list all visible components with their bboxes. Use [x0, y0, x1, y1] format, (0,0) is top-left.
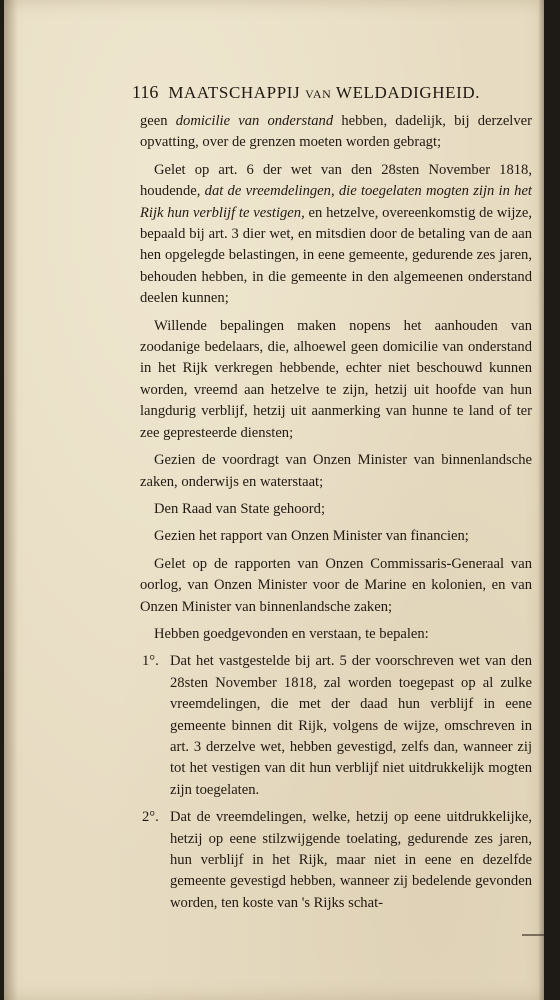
numbered-item-2 — [140, 807, 532, 914]
paragraph-gelet-rapporten: Gelet op de rapporten van Onzen Commissaris-Generaal van oorlog, van Onzen Minister voor de Marine en kolonien, en van Onzen Minister van binnenlandsche zaken; — [140, 555, 532, 615]
paragraph-text: geen — [140, 113, 176, 129]
paragraph-willende: Willende bepalingen maken nopens het aanhouden van zoodanige bedelaars, die, alhoewel geen domicilie van onderstand in het Rijk verkregen hebbende, echter niet beschouwd kunnen worden, vreemd aan hetzelve te zijn, hetzij uit hoofde van hun langdurig verblijf, hetzij uit aanmerking van hunne te land of ter zee gepresteerde diensten; — [140, 317, 532, 441]
page-tear-mark — [522, 934, 544, 936]
item-text: Dat de vreemdelingen, welke, hetzij op eene uitdrukkelijke, hetzij op eene stilzwijgende toelating, gedurende zes jaren, hun verblijf in het Rijk, maar niet in eene en dezelfde gemeente gevestigd hebben, wanneer zij bedelende gevonden worden, ten koste van 's Rijks schat- — [170, 809, 532, 911]
page-content — [132, 82, 532, 914]
numbered-item-1 — [140, 651, 532, 801]
paragraph-italic-text: dat de vreemdelingen, die toegelaten mogten zijn in het Rijk hun verblijf te vestigen, — [140, 183, 532, 221]
item-number: 1°. — [142, 653, 159, 670]
header-title — [168, 83, 480, 103]
paragraph-text: en hetzelve, overeenkomstig de wijze, bepaald bij art. 3 dier wet, en mitsdien door de betaling van de aan hen opgelegde belastingen, in eene gemeente, gedurende zes jaren, behouden hebben, in die gemeente in den algemeenen onderstand deelen kunnen; — [140, 204, 532, 307]
header-title-part1: MAATSCHAPPIJ — [168, 83, 306, 102]
paragraph-raad-van-state: Den Raad van State gehoord; — [154, 500, 326, 517]
paragraph-hebben-goedgevonden: Hebben goedgevonden en verstaan, te bepalen: — [154, 625, 429, 642]
item-number: 2°. — [142, 809, 159, 826]
paragraph-text: Gelet op art. 6 der wet van den 28sten November 1818, houdende, — [140, 161, 532, 200]
header-title-van: van — [305, 83, 332, 102]
page-edge-shadow — [538, 0, 544, 1000]
page-number: 116 — [132, 82, 159, 102]
paragraph-gezien-voordragt: Gezien de voordragt van Onzen Minister van binnenlandsche zaken, onderwijs en waterstaat; — [140, 452, 532, 490]
paragraph-italic-text: domicilie van onderstand — [175, 113, 334, 129]
paragraph-gezien-rapport: Gezien het rapport van Onzen Minister van financien; — [154, 528, 469, 545]
page-gutter-shadow — [4, 0, 18, 1000]
item-text: Dat het vastgestelde bij art. 5 der voorschreven wet van den 28sten November 1818, zal worden toegepast op al zulke vreemdelingen, die met der daad hun verblijf in eene gemeente binnen dit Rijk, volgens de wijze, omschreven in art. 3 derzelve wet, hebben gevestigd, zelfs dan, wanneer zij tot het vestigen van dit hun verblijf niet uitdrukkelijk mogten zijn toegelaten. — [170, 653, 532, 798]
paragraph-gelet-art-6 — [140, 160, 532, 310]
paragraph-text: hebben, dadelijk, bij derzelver opvatting, over de grenzen moeten worden gebragt; — [140, 113, 532, 151]
paragraph-continued — [140, 111, 532, 154]
book-page — [4, 0, 544, 1000]
header-title-part2: WELDADIGHEID. — [331, 83, 481, 102]
running-head — [132, 82, 532, 103]
